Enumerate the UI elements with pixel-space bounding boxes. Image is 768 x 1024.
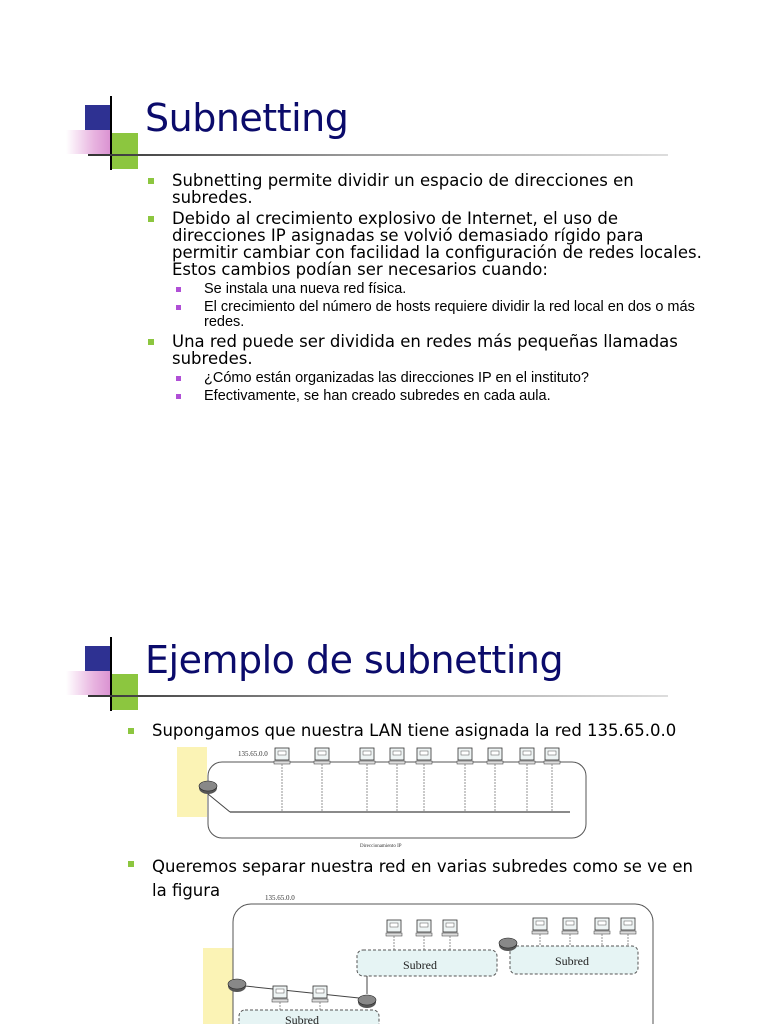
bullet-item: Queremos separar nuestra red en varias subredes como se ve en la figura [128,855,698,903]
network-label: 135.65.0.0 [238,750,268,758]
bullet-item: Debido al crecimiento explosivo de Internet, el uso de direcciones IP asignadas se volvió demasiado rígido para permitir cambiar con facilidad la configuración de redes locales. Estos cambios podían ser necesarios cuando: [148,210,708,278]
router-icon [499,938,517,951]
bullet-item: Una red puede ser dividida en redes más pequeñas llamadas subredes. [148,333,708,367]
computer-icon [274,748,290,812]
sub-bullet-item: Se instala una nueva red física. [176,282,708,297]
computer-icon [544,748,560,812]
sub-bullet-item: Efectivamente, se han creado subredes en cada aula. [176,389,708,404]
network-label: 135.65.0.0 [265,894,295,902]
computer-icon [519,748,535,812]
computer-icon [314,748,330,812]
diagram-caption: Direccionamiento IP [360,844,402,849]
sub-bullet-item: El crecimiento del número de hosts requiere dividir la red local en dos o más redes. [176,300,708,330]
title-decoration-green [112,674,138,710]
computer-icon [389,748,405,812]
computer-icon [416,920,432,950]
router-icon [358,995,376,1008]
title-vertical-rule [110,96,112,170]
title-decoration-pink [66,130,112,154]
title-underline [88,154,668,156]
computer-icon [457,748,473,812]
title-underline [88,695,668,697]
title-decoration-blue [85,646,112,674]
subnet-label: Subred [285,1013,319,1024]
computer-icon [487,748,503,812]
bullet-item: Subnetting permite dividir un espacio de direcciones en subredes. [148,172,708,206]
title-decoration-pink [66,671,112,695]
computer-icon [620,918,636,946]
subnet-label: Subred [403,958,437,972]
router-icon [199,781,217,794]
network-diagram-lan [190,740,600,850]
router-icon [228,979,246,992]
computer-icon [312,986,328,1010]
slide-ejemplo [0,560,768,1024]
computer-icon [359,748,375,812]
slide-title: Subnetting [145,96,349,140]
title-decoration-green [112,133,138,169]
bullet-list [148,172,708,407]
computer-icon [386,920,402,950]
computer-icon [562,918,578,946]
computer-icon [272,986,288,1010]
computer-icon [532,918,548,946]
network-diagram-subnets [225,890,665,1024]
computer-icon [594,918,610,946]
host-group [274,748,560,812]
title-decoration-blue [85,105,112,133]
bullet-item: Supongamos que nuestra LAN tiene asignada la red 135.65.0.0 [128,722,698,739]
computer-icon [416,748,432,812]
computer-icon [442,920,458,950]
subnet-label: Subred [555,954,589,968]
sub-bullet-item: ¿Cómo están organizadas las direcciones IP en el instituto? [176,371,708,386]
title-vertical-rule [110,637,112,711]
slide-title: Ejemplo de subnetting [145,638,564,682]
